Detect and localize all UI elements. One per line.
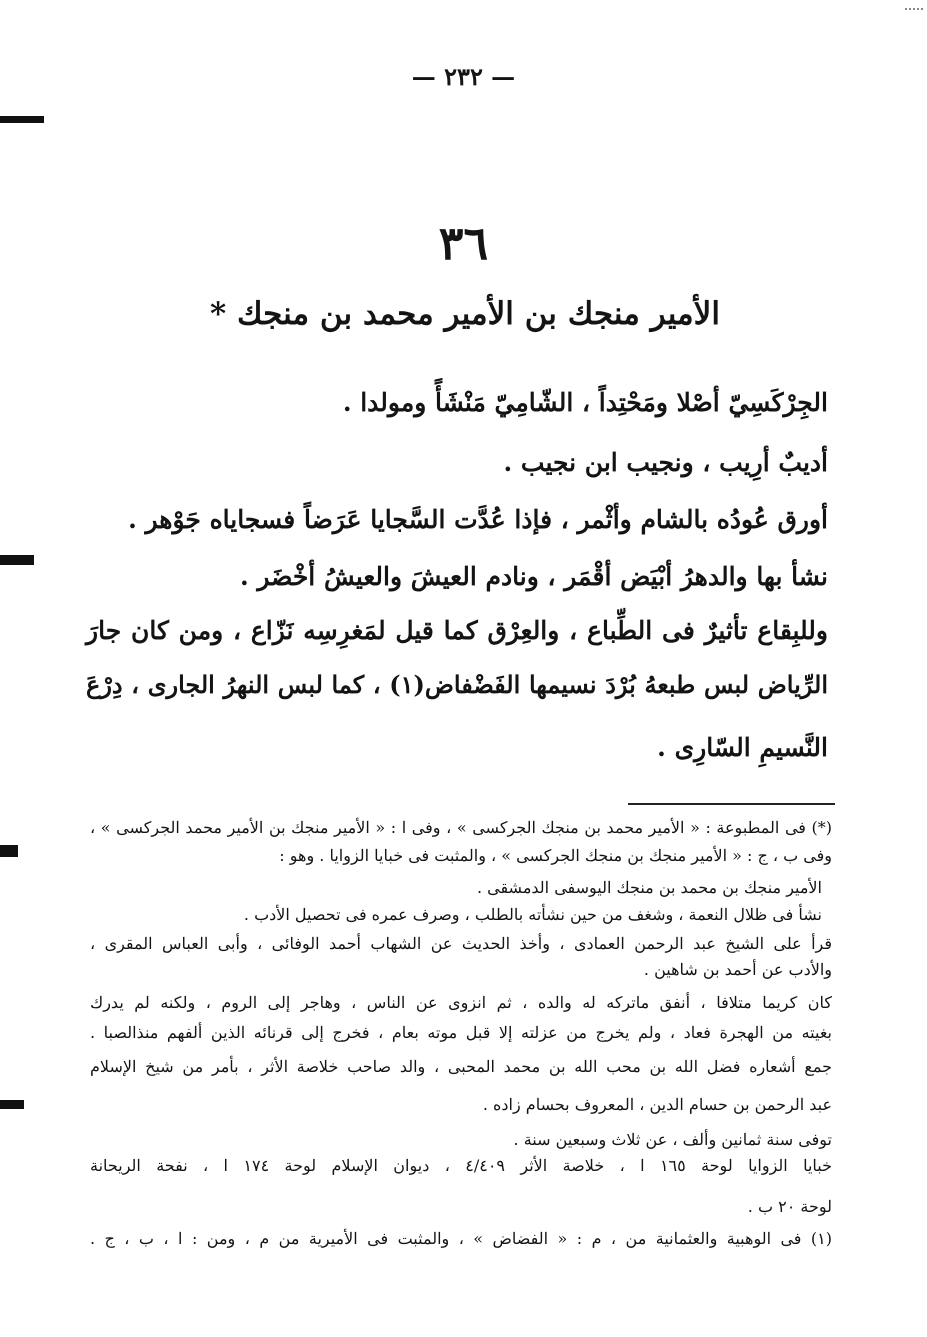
footnote-line: (*) فى المطبوعة : « الأمير محمد بن منجك الجركسى » ، وفى ا : « الأمير منجك بن الأمير محمد الجركسى » ، bbox=[90, 818, 832, 837]
body-line: أورق عُودُه بالشام وأثْمر ، فإذا عُدَّت السَّجايا عَرَضاً فسجاياه جَوْهر . bbox=[128, 505, 828, 534]
footnote-line: عبد الرحمن بن حسام الدين ، المعروف بحسام زاده . bbox=[482, 1095, 832, 1114]
section-number: ٣٦ bbox=[438, 216, 489, 270]
footnote-line: كان كريما متلافا ، أنفق ماتركه له والده ، ثم انزوى عن الناس ، وهاجر إلى الروم ، ولكنه لم يدرك bbox=[90, 993, 832, 1012]
footnote-line: بغيته من الهجرة فعاد ، ولم يخرج من عزلته إلا قبل موته بعام ، فخرج إلى قرنائه الذين ألفهم منذالصبا . bbox=[90, 1023, 832, 1042]
footnote-separator bbox=[628, 803, 835, 805]
body-line: الرِّياض لبس طبعهُ بُرْدَ نسيمها الفَضْفاض(١) ، كما لبس النهرُ الجارى ، دِرْعَ bbox=[86, 670, 829, 699]
entry-title: الأمير منجك بن الأمير محمد بن منجك * bbox=[210, 296, 720, 332]
footnote-line: لوحة ٢٠ ب . bbox=[747, 1197, 832, 1216]
footnote-line: والأدب عن أحمد بن شاهين . bbox=[643, 960, 832, 979]
binding-mark bbox=[0, 845, 18, 857]
body-line: وللبِقاع تأثيرٌ فى الطِّباع ، والعِرْق كما قيل لمَغرِسِه نَزّاع ، ومن كان جارَ bbox=[86, 616, 828, 645]
footnote-line: نشأ فى ظلال النعمة ، وشغف من حين نشأته بالطلب ، وصرف عمره فى تحصيل الأدب . bbox=[243, 905, 822, 924]
footnote-line: (١) فى الوهبية والعثمانية من ، م : « الفضاض » ، والمثبت فى الأميرية من م ، ومن : ا ، ب ، ج . bbox=[90, 1229, 832, 1248]
page-number: — ٢٣٢ — bbox=[411, 62, 516, 91]
footnote-line: وفى ب ، ج : « الأمير منجك بن منجك الجركسى » ، والمثبت فى خبايا الزوايا . وهو : bbox=[279, 846, 832, 865]
scan-artifact bbox=[905, 0, 923, 10]
binding-mark bbox=[0, 555, 34, 565]
body-line: النَّسيمِ السّارِى . bbox=[657, 733, 828, 762]
body-line: نشأ بها والدهرُ أبْيَض أقْمَر ، ونادم العيشَ والعيشُ أخْضَر . bbox=[239, 562, 828, 591]
footnote-line: الأمير منجك بن محمد بن منجك اليوسفى الدمشقى . bbox=[476, 878, 822, 897]
binding-mark bbox=[0, 1100, 24, 1109]
binding-mark bbox=[0, 116, 44, 123]
body-line: الجِرْكَسِيّ أصْلا ومَحْتِداً ، الشّامِيّ مَنْشَأً ومولدا . bbox=[342, 388, 828, 417]
footnote-line: توفى سنة ثمانين وألف ، عن ثلاث وسبعين سنة . bbox=[513, 1130, 832, 1149]
footnote-line: جمع أشعاره فضل الله بن محب الله بن محمد المحبى ، والد صاحب خلاصة الأثر ، بأمر من شيخ الإسلام bbox=[90, 1057, 832, 1076]
body-line: أديبٌ أرِيب ، ونجيب ابن نجيب . bbox=[503, 448, 828, 477]
footnote-line: قرأ على الشيخ عبد الرحمن العمادى ، وأخذ الحديث عن الشهاب أحمد الوفائى ، وأبى العباس المقرى ، bbox=[90, 934, 832, 953]
footnote-line: خبايا الزوايا لوحة ١٦٥ ا ، خلاصة الأثر ٤/٤٠٩ ، ديوان الإسلام لوحة ١٧٤ ا ، نفحة الريحانة bbox=[90, 1156, 833, 1175]
